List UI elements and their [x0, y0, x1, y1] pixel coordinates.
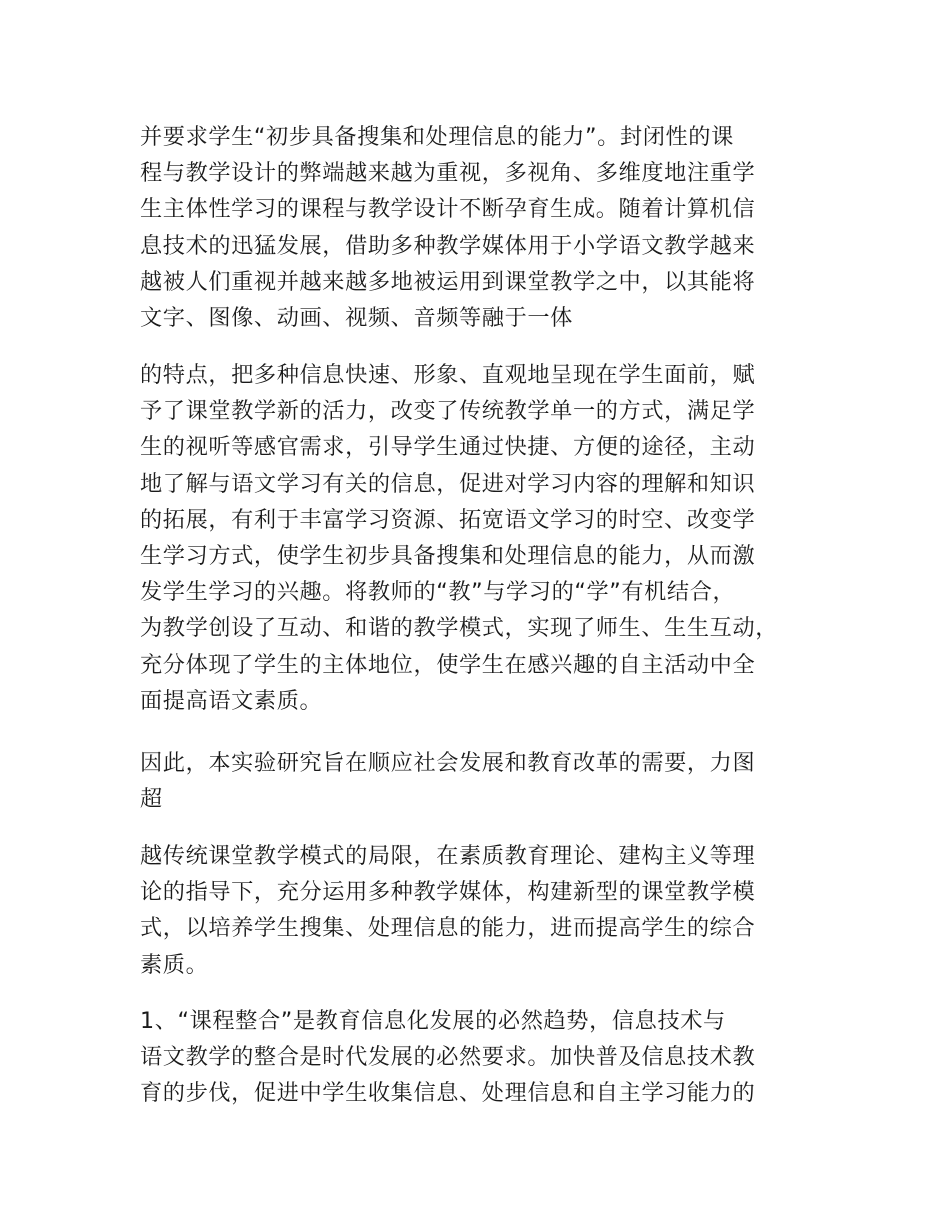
text-line: 生主体性学习的课程与教学设计不断孕育生成。随着计算机信: [140, 196, 756, 223]
text-line: 论的指导下，充分运用多种教学媒体，构建新型的课堂教学模: [140, 879, 756, 906]
text-line: 充分体现了学生的主体地位，使学生在感兴趣的自主活动中全: [140, 651, 756, 678]
text-line: 面提高语文素质。: [140, 687, 323, 714]
text-line: 程与教学设计的弊端越来越为重视，多视角、多维度地注重学: [140, 160, 756, 187]
text-line: 1、“课程整合”是教育信息化发展的必然趋势，信息技术与: [140, 1008, 726, 1034]
text-line: 因此，本实验研究旨在顺应社会发展和教育改革的需要，力图: [140, 750, 756, 776]
paragraph-1: [140, 119, 820, 336]
text-line: 超: [140, 786, 163, 813]
text-line: 的拓展，有利于丰富学习资源、拓宽语文学习的时空、改变学: [140, 506, 756, 533]
text-line: 文字、图像、动画、视频、音频等融于一体: [140, 304, 573, 331]
text-line: 育的步伐，促进中学生收集信息、处理信息和自主学习能力的: [140, 1080, 756, 1107]
text-line: 予了课堂教学新的活力，改变了传统教学单一的方式，满足学: [140, 398, 756, 425]
text-line: 语文教学的整合是时代发展的必然要求。加快普及信息技术教: [140, 1044, 756, 1071]
paragraph-4: [140, 838, 820, 983]
paragraph-5: [140, 1003, 820, 1112]
paragraph-2: [140, 357, 820, 719]
text-line: 生学习方式，使学生初步具备搜集和处理信息的能力，从而激: [140, 542, 756, 569]
text-line: 并要求学生“初步具备搜集和处理信息的能力”。封闭性的课: [140, 124, 734, 150]
paragraph-3: [140, 745, 820, 817]
text-line: 的特点，把多种信息快速、形象、直观地呈现在学生面前，赋: [140, 362, 756, 388]
text-line: 息技术的迅猛发展，借助多种教学媒体用于小学语文教学越来: [140, 232, 756, 259]
text-line: 越被人们重视并越来越多地被运用到课堂教学之中，以其能将: [140, 268, 756, 295]
text-line: 为教学创设了互动、和谐的教学模式，实现了师生、生生互动，: [140, 615, 779, 642]
text-line: 发学生学习的兴趣。将教师的“教”与学习的“学”有机结合，: [140, 579, 736, 606]
text-line: 素质。: [140, 951, 209, 978]
text-line: 越传统课堂教学模式的局限，在素质教育理论、建构主义等理: [140, 843, 756, 869]
text-line: 式，以培养学生搜集、处理信息的能力，进而提高学生的综合: [140, 915, 756, 942]
text-line: 生的视听等感官需求，引导学生通过快捷、方便的途径，主动: [140, 434, 756, 461]
text-line: 地了解与语文学习有关的信息，促进对学习内容的理解和知识: [140, 470, 756, 497]
